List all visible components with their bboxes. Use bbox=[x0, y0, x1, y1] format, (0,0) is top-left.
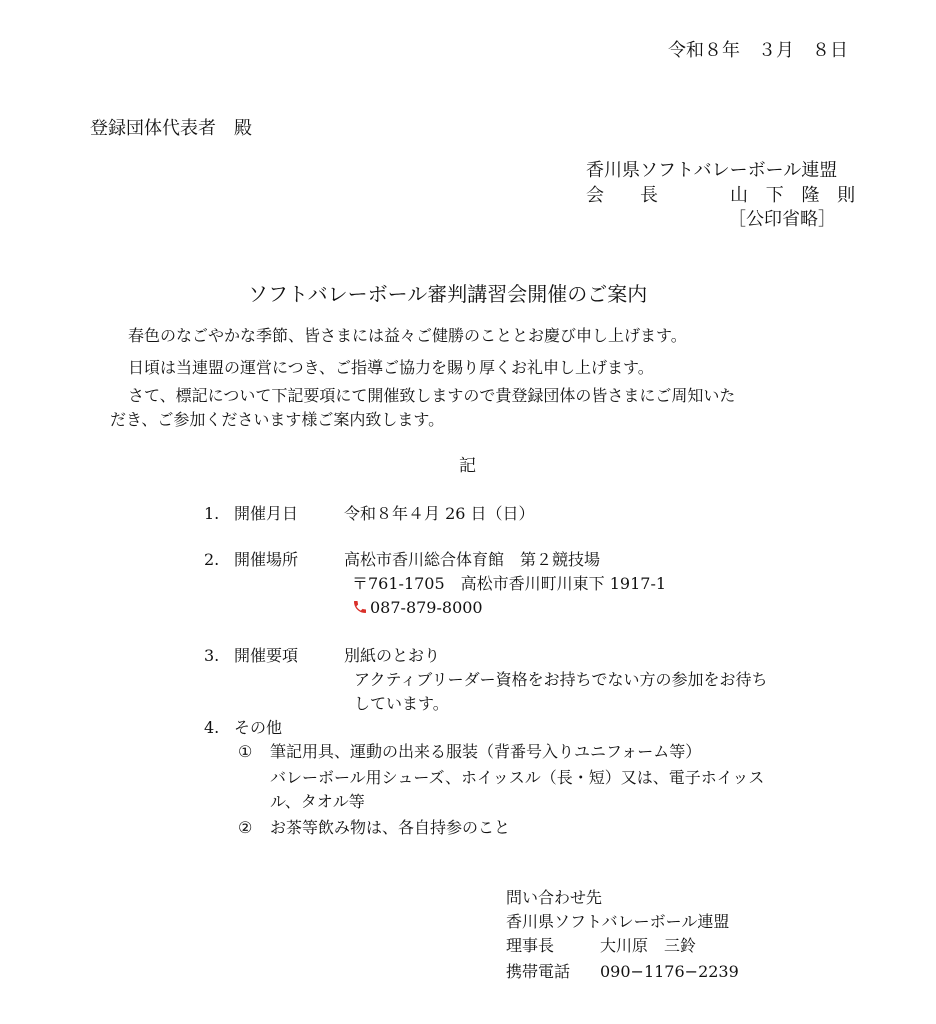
page-title: ソフトバレーボール審判講習会開催のご案内 bbox=[248, 282, 648, 306]
letter-date: 令和８年 ３月 ８日 bbox=[668, 40, 848, 61]
contact-name: 大川原 三鈴 bbox=[600, 936, 697, 955]
item-3-note-line-2: しています。 bbox=[354, 694, 449, 713]
contact-role: 理事長 bbox=[506, 936, 555, 955]
contact-phone: 090−1176−2239 bbox=[600, 962, 739, 981]
item-4-sub-1-number: ① bbox=[238, 742, 253, 761]
ki-heading: 記 bbox=[459, 456, 476, 476]
item-3-note-line-1: アクティブリーダー資格をお持ちでない方の参加をお待ち bbox=[354, 670, 768, 689]
greeting-line-3: さて、標記について下記要項にて開催致しますので貴登録団体の皆さまにご周知いた bbox=[128, 386, 736, 405]
contact-org: 香川県ソフトバレーボール連盟 bbox=[506, 912, 730, 931]
contact-heading: 問い合わせ先 bbox=[506, 888, 603, 907]
sender-org: 香川県ソフトバレーボール連盟 bbox=[586, 160, 838, 181]
item-4-label: その他 bbox=[234, 718, 283, 737]
item-2-label: 開催場所 bbox=[234, 550, 299, 569]
venue-phone-row bbox=[352, 598, 483, 618]
item-1-value: 令和８年４月 26 日（日） bbox=[344, 504, 535, 523]
venue-phone: 087-879-8000 bbox=[370, 598, 483, 617]
greeting-line-2: 日頃は当連盟の運営につき、ご指導ご協力を賜り厚くお礼申し上げます。 bbox=[128, 358, 654, 377]
venue-address: 〒761-1705 高松市香川町川東下 1917-1 bbox=[352, 574, 667, 593]
item-4-sub-1-line-1: 筆記用具、運動の出来る服装（背番号入りユニフォーム等） bbox=[270, 742, 702, 761]
greeting-line-1: 春色のなごやかな季節、皆さまには益々ご健勝のこととお慶び申し上げます。 bbox=[128, 326, 687, 345]
phone-icon bbox=[352, 599, 368, 615]
sender-name: 山 下 隆 則 bbox=[730, 185, 862, 206]
item-3-label: 開催要項 bbox=[234, 646, 299, 665]
item-1-label: 開催月日 bbox=[234, 504, 299, 523]
item-4-sub-2-line-1: お茶等飲み物は、各自持参のこと bbox=[270, 818, 511, 837]
item-4-number: 4. bbox=[204, 718, 220, 737]
item-2-number: 2. bbox=[204, 550, 220, 569]
item-3-number: 3. bbox=[204, 646, 220, 665]
greeting-line-4: だき、ご参加くださいます様ご案内致します。 bbox=[110, 410, 445, 429]
seal-omitted: ［公印省略］ bbox=[728, 209, 836, 230]
sender-role: 会 長 bbox=[586, 185, 658, 206]
venue-name: 高松市香川総合体育館 第２競技場 bbox=[344, 550, 601, 569]
item-4-sub-1-line-3: ル、タオル等 bbox=[270, 792, 365, 811]
item-1-number: 1. bbox=[204, 504, 220, 523]
item-4-sub-1-line-2: バレーボール用シューズ、ホイッスル（長・短）又は、電子ホイッス bbox=[270, 768, 765, 787]
item-4-sub-2-number: ② bbox=[238, 818, 253, 837]
contact-phone-label: 携帯電話 bbox=[506, 962, 571, 981]
item-3-value: 別紙のとおり bbox=[344, 646, 441, 665]
addressee: 登録団体代表者 殿 bbox=[90, 118, 252, 139]
